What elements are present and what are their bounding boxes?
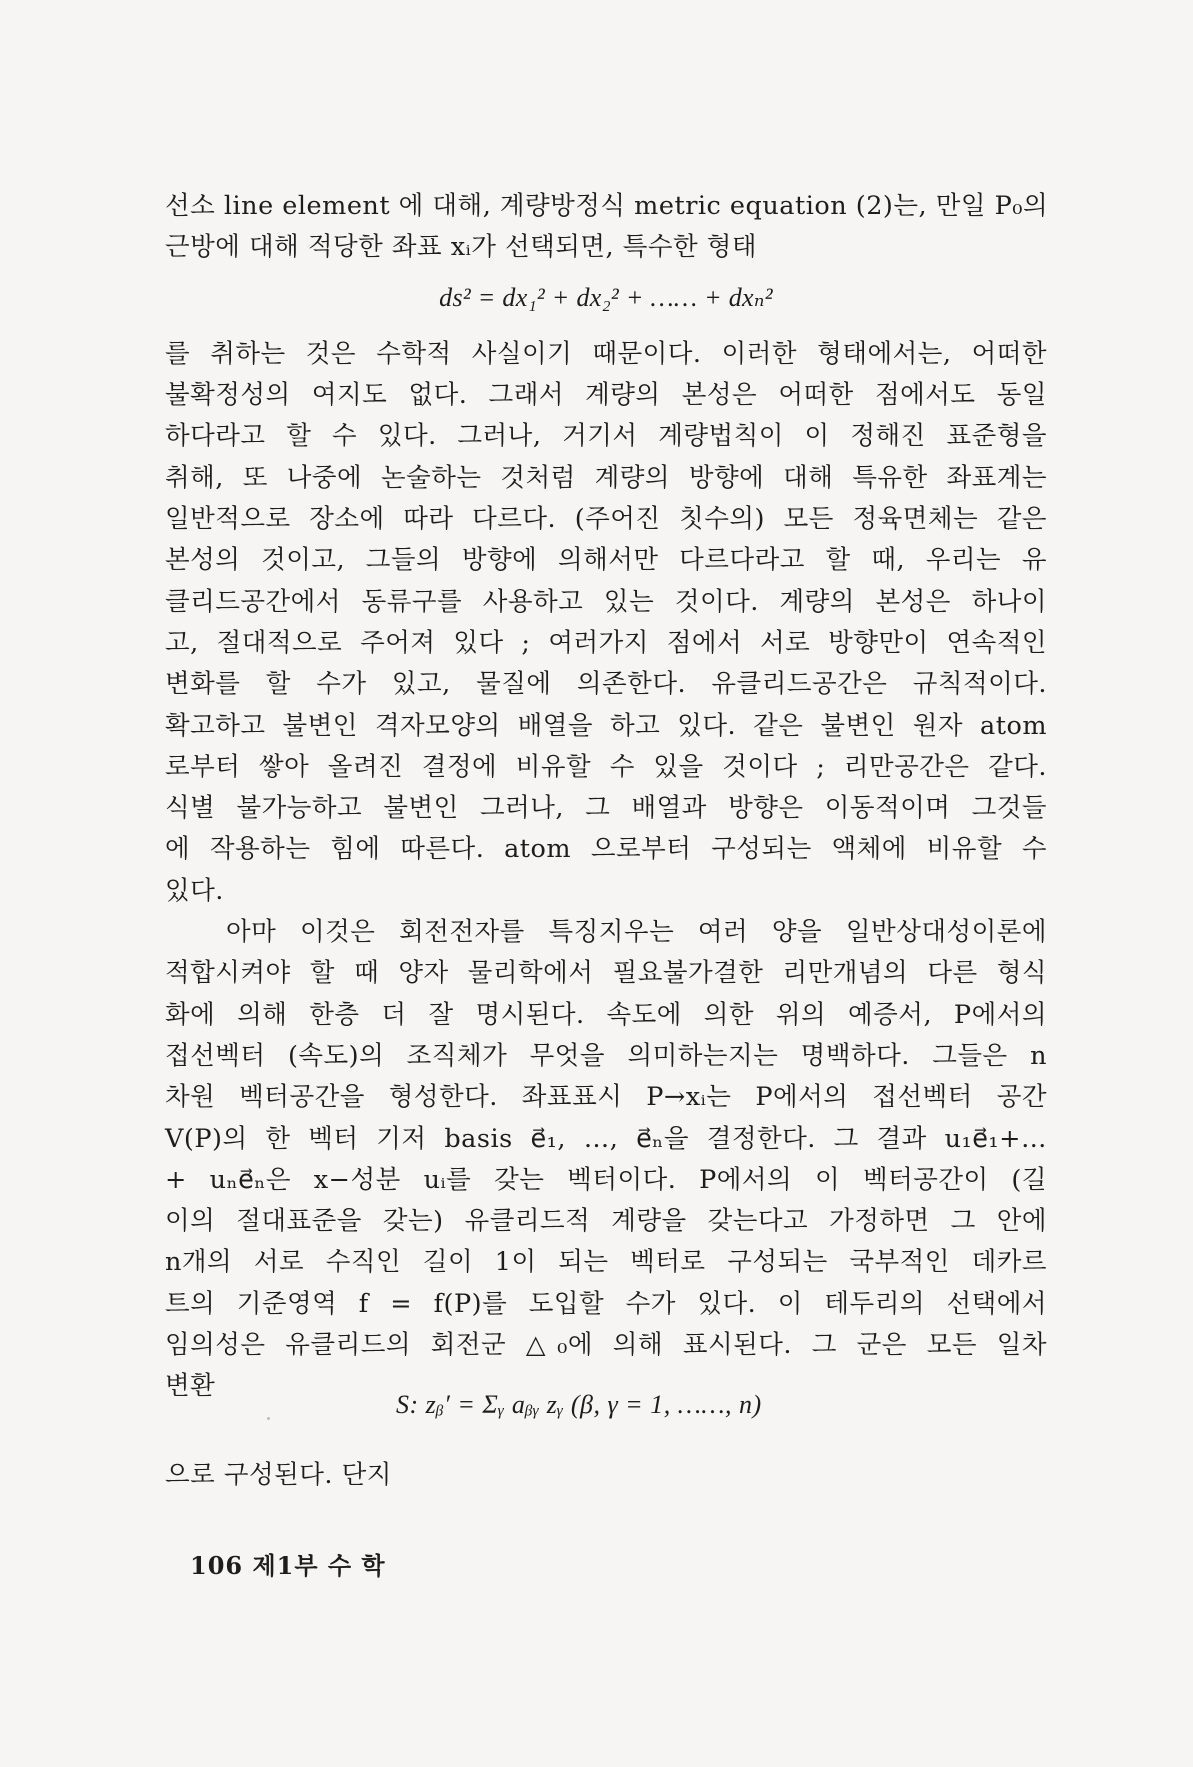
paragraph-1 bbox=[165, 186, 1047, 269]
text-line: 이의 절대표준을 갖는) 유클리드적 계량을 갖는다고 가정하면 그 안에 bbox=[165, 1206, 1047, 1237]
text-line: + uₙe⃗ₙ은 x−성분 uᵢ를 갖는 벡터이다. P에서의 이 벡터공간이 (길 bbox=[165, 1164, 1047, 1195]
text-line: 있다. bbox=[165, 875, 224, 906]
text-line: 를 취하는 것은 수학적 사실이기 때문이다. 이러한 형태에서는, 어떠한 bbox=[165, 338, 1047, 369]
text-line: 근방에 대해 적당한 좌표 xᵢ가 선택되면, 특수한 형태 bbox=[165, 232, 758, 263]
text-line: V(P)의 한 벡터 기저 basis e⃗₁, …, e⃗ₙ을 결정한다. 그 결과 u₁e⃗₁+… bbox=[165, 1123, 1047, 1154]
text-line: 변환 bbox=[165, 1371, 216, 1402]
text-line: 불확정성의 여지도 없다. 그래서 계량의 본성은 어떠한 점에서도 동일 bbox=[165, 380, 1047, 411]
text-line: 트의 기준영역 f = f(P)를 도입할 수가 있다. 이 테두리의 선택에서 bbox=[165, 1288, 1047, 1319]
text-line: 변화를 할 수가 있고, 물질에 의존한다. 유클리드공간은 규칙적이다. bbox=[165, 669, 1047, 700]
text-line: 식별 불가능하고 불변인 그러나, 그 배열과 방향은 이동적이며 그것들 bbox=[165, 793, 1047, 824]
text-line: 로부터 쌓아 올려진 결정에 비유할 수 있을 것이다 ; 리만공간은 같다. bbox=[165, 751, 1047, 782]
formula-line-element: ds² = dx₁² + dx₂² + …… + dxₙ² bbox=[439, 282, 773, 312]
text-line: n개의 서로 수직인 길이 1이 되는 벡터로 구성되는 국부적인 데카르 bbox=[165, 1247, 1047, 1278]
text-line: 일반적으로 장소에 따라 다르다. (주어진 칫수의) 모든 정육면체는 같은 bbox=[165, 504, 1047, 535]
text-line: 본성의 것이고, 그들의 방향에 의해서만 다르다라고 할 때, 우리는 유 bbox=[165, 545, 1047, 576]
text-line: 임의성은 유클리드의 회전군 △₀에 의해 표시된다. 그 군은 모든 일차 bbox=[165, 1330, 1047, 1361]
formula-linear-transformation: S: zᵦ′ = Σᵧ aᵦᵧ zᵧ (β, γ = 1, ……, n) bbox=[396, 1390, 762, 1419]
text-line: 고, 절대적으로 주어져 있다 ; 여러가지 점에서 서로 방향만이 연속적인 bbox=[165, 627, 1047, 658]
text-line: 접선벡터 (속도)의 조직체가 무엇을 의미하는지는 명백하다. 그들은 n bbox=[165, 1040, 1047, 1071]
text-line: 적합시켜야 할 때 양자 물리학에서 필요불가결한 리만개념의 다른 형식 bbox=[165, 958, 1047, 989]
paragraph-3 bbox=[165, 912, 1047, 1408]
text-line: 취해, 또 나중에 논술하는 것처럼 계량의 방향에 대해 특유한 좌표계는 bbox=[165, 462, 1047, 493]
text-line: 아마 이것은 회전전자를 특징지우는 여러 양을 일반상대성이론에 bbox=[226, 917, 1047, 948]
body-text bbox=[165, 186, 1047, 1408]
paragraph-2 bbox=[165, 334, 1047, 912]
text-line: 하다라고 할 수 있다. 그러나, 거기서 계량법칙이 이 정해진 표준형을 bbox=[165, 421, 1047, 452]
print-speck bbox=[267, 1417, 270, 1420]
text-line: 차원 벡터공간을 형성한다. 좌표표시 P→xᵢ는 P에서의 접선벡터 공간 bbox=[165, 1082, 1047, 1113]
text-line: 에 작용하는 힘에 따른다. atom 으로부터 구성되는 액체에 비유할 수 bbox=[165, 834, 1047, 865]
text-line: 확고하고 불변인 격자모양의 배열을 하고 있다. 같은 불변인 원자 atom bbox=[165, 710, 1047, 741]
text-line: 클리드공간에서 동류구를 사용하고 있는 것이다. 계량의 본성은 하나이 bbox=[165, 586, 1047, 617]
page-footer: 106 제1부 수 학 bbox=[190, 1551, 386, 1580]
closing-text: 으로 구성된다. 단지 bbox=[165, 1460, 392, 1490]
text-line: 화에 의해 한층 더 잘 명시된다. 속도에 의한 위의 예증서, P에서의 bbox=[165, 999, 1047, 1030]
text-line: 선소 line element 에 대해, 계량방정식 metric equation (2)는, 만일 P₀의 bbox=[165, 191, 1049, 221]
